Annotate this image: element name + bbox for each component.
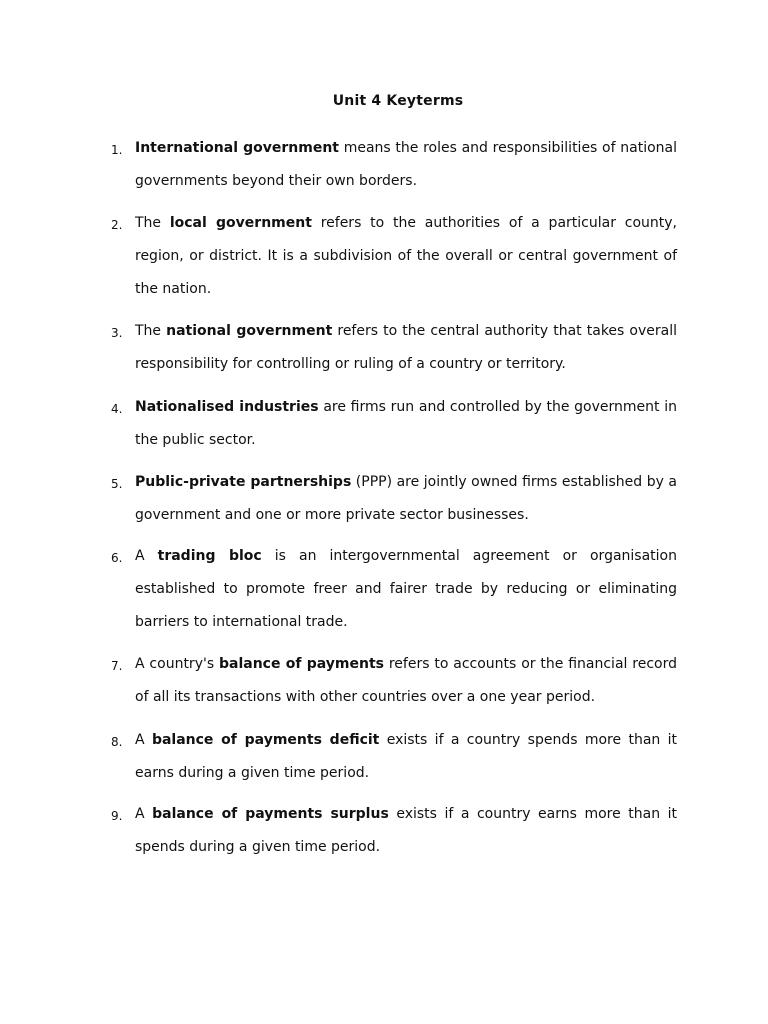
- item-definition: [135, 724, 677, 790]
- key-term: trading bloc: [157, 548, 262, 564]
- item-definition-text: is an intergovernmental agreement or organisation established to promote freer and fairer trade by reducing or eliminating barriers to international trade.: [135, 548, 677, 630]
- item-definition-text: refers to accounts or the financial record of all its transactions with other countries over a one year period.: [135, 656, 677, 705]
- item-definition-text: refers to the authorities of a particular county, region, or district. It is a subdivision of the overall or central government of the nation.: [135, 215, 677, 297]
- page-title: [0, 93, 768, 109]
- item-number: 2.: [111, 218, 123, 232]
- item-number: 7.: [111, 659, 123, 673]
- item-definition-text: are firms run and controlled by the government in the public sector.: [135, 399, 677, 448]
- item-number: 3.: [111, 326, 123, 340]
- item-number: 5.: [111, 477, 123, 491]
- item-number: 6.: [111, 551, 123, 565]
- key-term: balance of payments deficit: [151, 732, 380, 748]
- key-term: Nationalised industries: [135, 399, 319, 415]
- key-term: International government: [135, 140, 340, 156]
- item-number: 9.: [111, 809, 123, 823]
- item-number: 4.: [111, 402, 123, 416]
- item-definition: [135, 648, 677, 714]
- key-term: balance of payments surplus: [152, 806, 389, 822]
- item-lead-text: A: [135, 806, 153, 822]
- item-definition: [135, 132, 677, 198]
- item-lead-text: A: [135, 732, 152, 748]
- item-definition-text: refers to the central authority that takes overall responsibility for controlling or ruling of a country or territory.: [135, 323, 678, 372]
- item-lead-text: A: [135, 548, 158, 564]
- item-definition: [135, 391, 677, 457]
- item-lead-text: The: [135, 215, 170, 231]
- item-number: 8.: [111, 735, 123, 749]
- item-definition: [135, 540, 677, 639]
- item-definition: [135, 315, 677, 381]
- page-title-text: Unit 4 Keyterms: [332, 93, 464, 109]
- item-definition: [135, 207, 677, 306]
- item-lead-text: The: [135, 323, 167, 339]
- key-term: Public-private partnerships: [135, 474, 352, 490]
- item-lead-text: A country's: [135, 656, 219, 672]
- item-definition: [135, 798, 677, 864]
- item-definition-text: exists if a country earns more than it spends during a given time period.: [135, 806, 678, 855]
- key-term: national government: [166, 323, 333, 339]
- item-definition-text: (PPP) are jointly owned firms established by a government and one or more private sector businesses.: [135, 474, 677, 523]
- item-definition: [135, 466, 677, 532]
- item-definition-text: means the roles and responsibilities of national governments beyond their own borders.: [135, 140, 677, 189]
- key-term: local government: [169, 215, 312, 231]
- key-term: balance of payments: [218, 656, 384, 672]
- item-number: 1.: [111, 143, 123, 157]
- item-definition-text: exists if a country spends more than it earns during a given time period.: [135, 732, 677, 781]
